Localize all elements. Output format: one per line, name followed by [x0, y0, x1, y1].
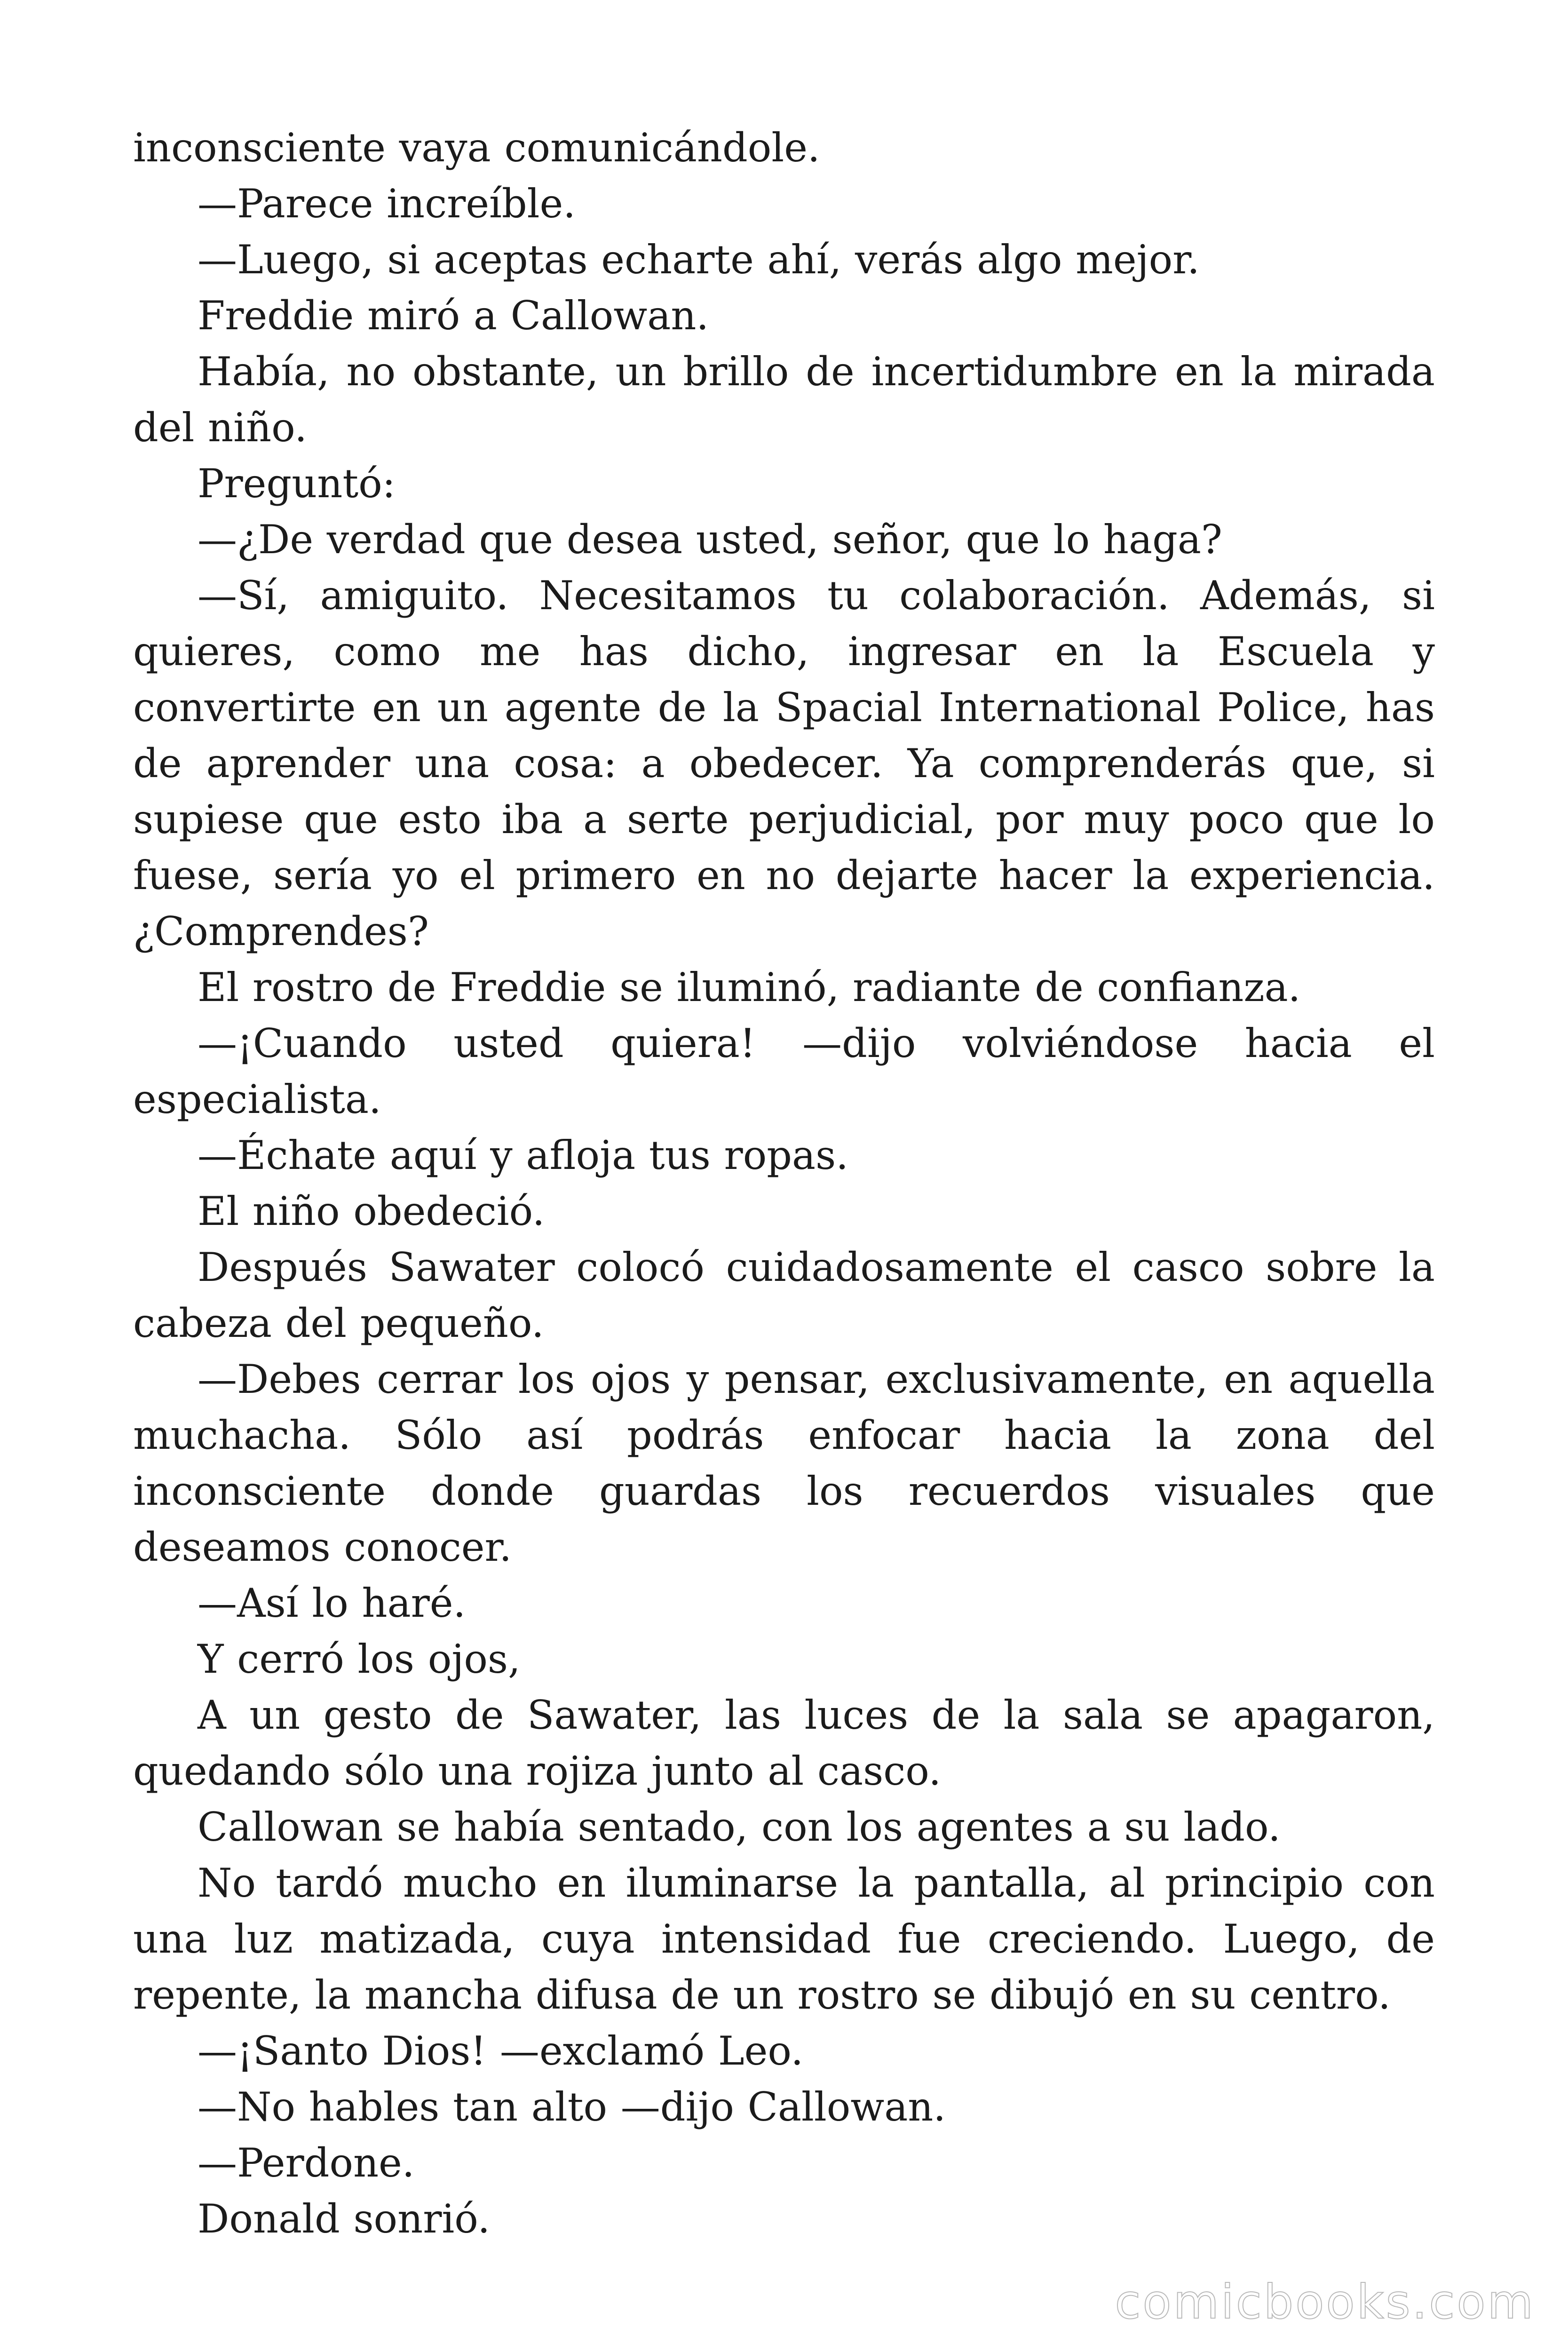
- paragraph: —¡Santo Dios! —exclamó Leo.: [198, 2028, 804, 2074]
- paragraph: A un gesto de Sawater, las luces de la sala se apagaron, quedando sólo una rojiza junto al casco.: [133, 1692, 1435, 1794]
- paragraph: No tardó mucho en iluminarse la pantalla, al principio con una luz matizada, cuya intensidad fue creciendo. Luego, de repente, la mancha difusa de un rostro se dibujó en su centro.: [133, 1860, 1435, 2018]
- paragraph: —Sí, amiguito. Necesitamos tu colaboración. Además, si quieres, como me has dicho, ingresar en la Escuela y convertirte en un agente de la Spacial International Police, has de aprender una cosa: a obedecer. Ya comprenderás que, si supiese que esto iba a serte perjudicial, por muy poco que lo fuese, sería yo el primero en no dejarte hacer la experiencia. ¿Comprendes?: [133, 572, 1435, 954]
- paragraph: —Parece increíble.: [198, 181, 576, 227]
- paragraph: —Luego, si aceptas echarte ahí, verás algo mejor.: [198, 237, 1200, 283]
- paragraph: Callowan se había sentado, con los agentes a su lado.: [198, 1804, 1281, 1850]
- paragraph: —Perdone.: [198, 2140, 415, 2186]
- paragraph: Y cerró los ojos,: [198, 1636, 521, 1682]
- paragraph: Donald sonrió.: [198, 2196, 491, 2242]
- paragraph: —Échate aquí y afloja tus ropas.: [198, 1132, 848, 1178]
- paragraph: Freddie miró a Callowan.: [198, 293, 709, 339]
- paragraph: —Así lo haré.: [198, 1580, 466, 1626]
- paragraph: —¡Cuando usted quiera! —dijo volviéndose hacia el especialista.: [133, 1020, 1435, 1122]
- watermark-text: comicbooks.com: [1115, 2274, 1535, 2329]
- paragraph: Había, no obstante, un brillo de incertidumbre en la mirada del niño.: [133, 349, 1435, 451]
- paragraph: inconsciente vaya comunicándole.: [133, 125, 820, 171]
- paragraph: —¿De verdad que desea usted, señor, que lo haga?: [198, 516, 1222, 563]
- paragraph: Preguntó:: [198, 461, 396, 507]
- book-page: [133, 120, 1435, 2247]
- paragraph: Después Sawater colocó cuidadosamente el casco sobre la cabeza del pequeño.: [133, 1244, 1435, 1346]
- paragraph: El rostro de Freddie se iluminó, radiante de confianza.: [198, 964, 1301, 1010]
- paragraph: —No hables tan alto —dijo Callowan.: [198, 2084, 946, 2130]
- paragraph: —Debes cerrar los ojos y pensar, exclusivamente, en aquella muchacha. Sólo así podrás enfocar hacia la zona del inconsciente donde guardas los recuerdos visuales que deseamos conocer.: [133, 1356, 1435, 1570]
- paragraph: El niño obedeció.: [198, 1188, 545, 1234]
